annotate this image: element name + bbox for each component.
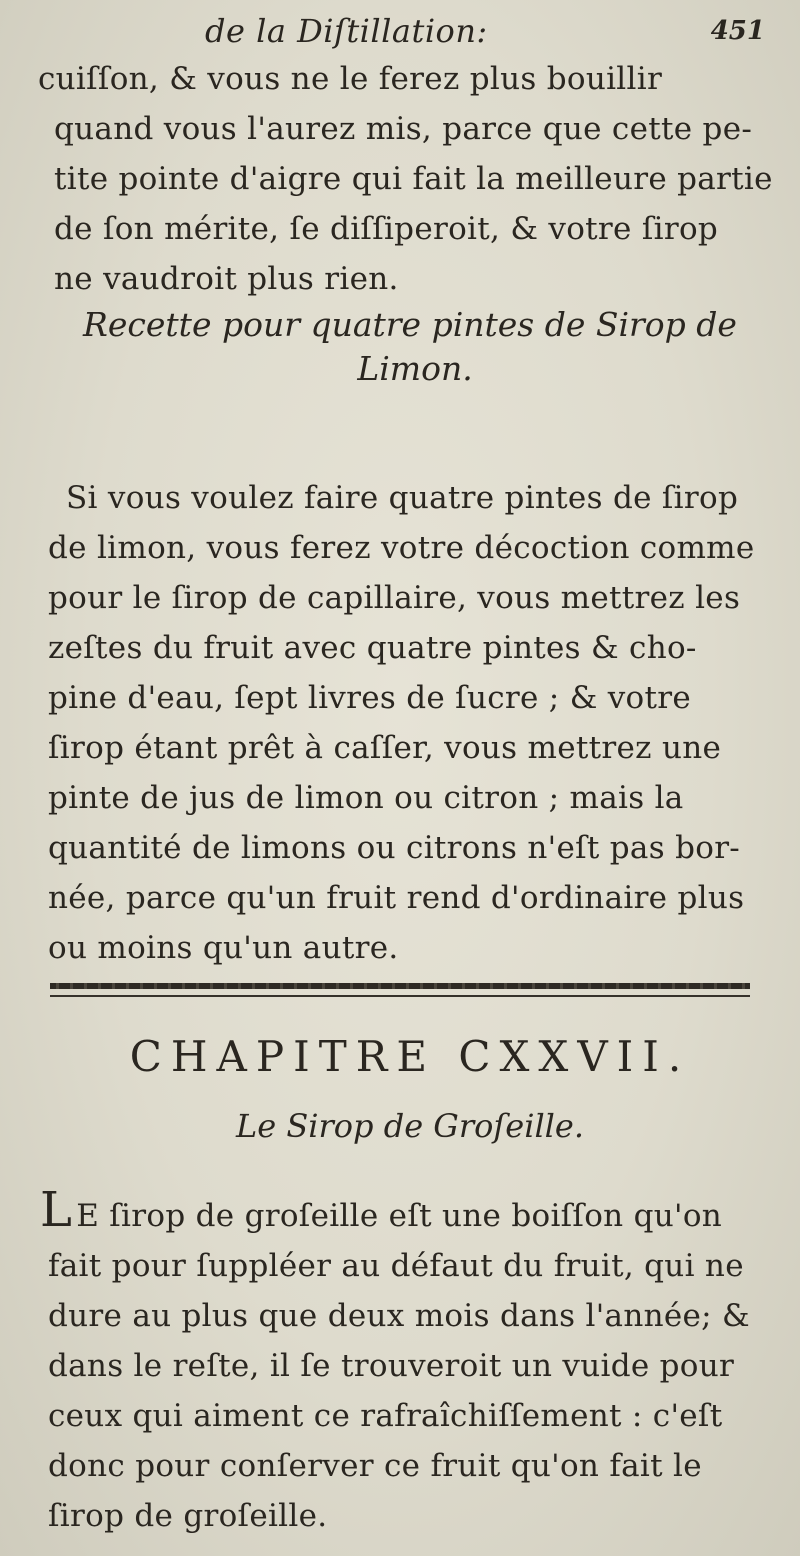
text-line: pine d'eau, ſept livres de ſucre ; & votre <box>48 680 692 716</box>
chapter-paragraph <box>36 1182 750 1541</box>
chapter-subtitle: Le Sirop de Groſeille. <box>235 1107 585 1145</box>
ornamental-rule <box>50 983 750 989</box>
text-line: de ſon mérite, ſe diſſiperoit, & votre ſirop <box>54 211 719 247</box>
text-line: tite pointe d'aigre qui fait la meilleure partie <box>54 161 773 197</box>
page-header <box>205 12 765 52</box>
text-line: dure au plus que deux mois dans l'année; & <box>48 1298 750 1334</box>
divider-rule <box>50 995 750 997</box>
text-line: née, parce qu'un fruit rend d'ordinaire plus <box>48 880 745 916</box>
first-line-text: E ſirop de groſeille eſt une boiſſon qu'on <box>76 1198 723 1234</box>
text-line: ſirop étant prêt à caſſer, vous mettrez une <box>48 730 722 766</box>
text-line: ceux qui aiment ce rafraîchiſſement : c'eſt <box>48 1398 723 1434</box>
paragraph-continuation <box>38 54 773 304</box>
text-line <box>40 1182 750 1241</box>
recipe-title <box>40 303 780 391</box>
recipe-paragraph <box>36 473 755 973</box>
text-line: quantité de limons ou citrons n'eſt pas bor- <box>48 830 741 866</box>
recipe-title-line-2: Limon. <box>357 349 473 388</box>
text-line: cuiſſon, & vous ne le ferez plus bouillir <box>38 61 663 97</box>
text-line: de limon, vous ferez votre décoction comme <box>48 530 755 566</box>
recipe-title-line-1: Recette pour quatre pintes de Sirop de <box>83 305 737 344</box>
text-line: zeſtes du fruit avec quatre pintes & cho- <box>48 630 697 666</box>
running-title: de la Diſtillation: <box>205 12 488 50</box>
text-line: ſirop de groſeille. <box>48 1498 328 1534</box>
text-line: pour le ſirop de capillaire, vous mettrez les <box>48 580 741 616</box>
text-line: ou moins qu'un autre. <box>48 930 399 966</box>
drop-cap: L <box>40 1182 73 1238</box>
chapter-heading: CHAPITRE CXXVII. <box>129 1032 691 1081</box>
text-line: quand vous l'aurez mis, parce que cette pe- <box>54 111 753 147</box>
text-line: Si vous voulez faire quatre pintes de ſirop <box>66 480 739 516</box>
page-number: 451 <box>710 16 765 46</box>
text-line: ne vaudroit plus rien. <box>54 261 399 297</box>
text-line: fait pour ſuppléer au défaut du fruit, qui ne <box>48 1248 744 1284</box>
text-line: pinte de jus de limon ou citron ; mais la <box>48 780 684 816</box>
text-line: dans le reſte, il ſe trouveroit un vuide pour <box>48 1348 735 1384</box>
text-line: donc pour conſerver ce fruit qu'on fait le <box>48 1448 702 1484</box>
